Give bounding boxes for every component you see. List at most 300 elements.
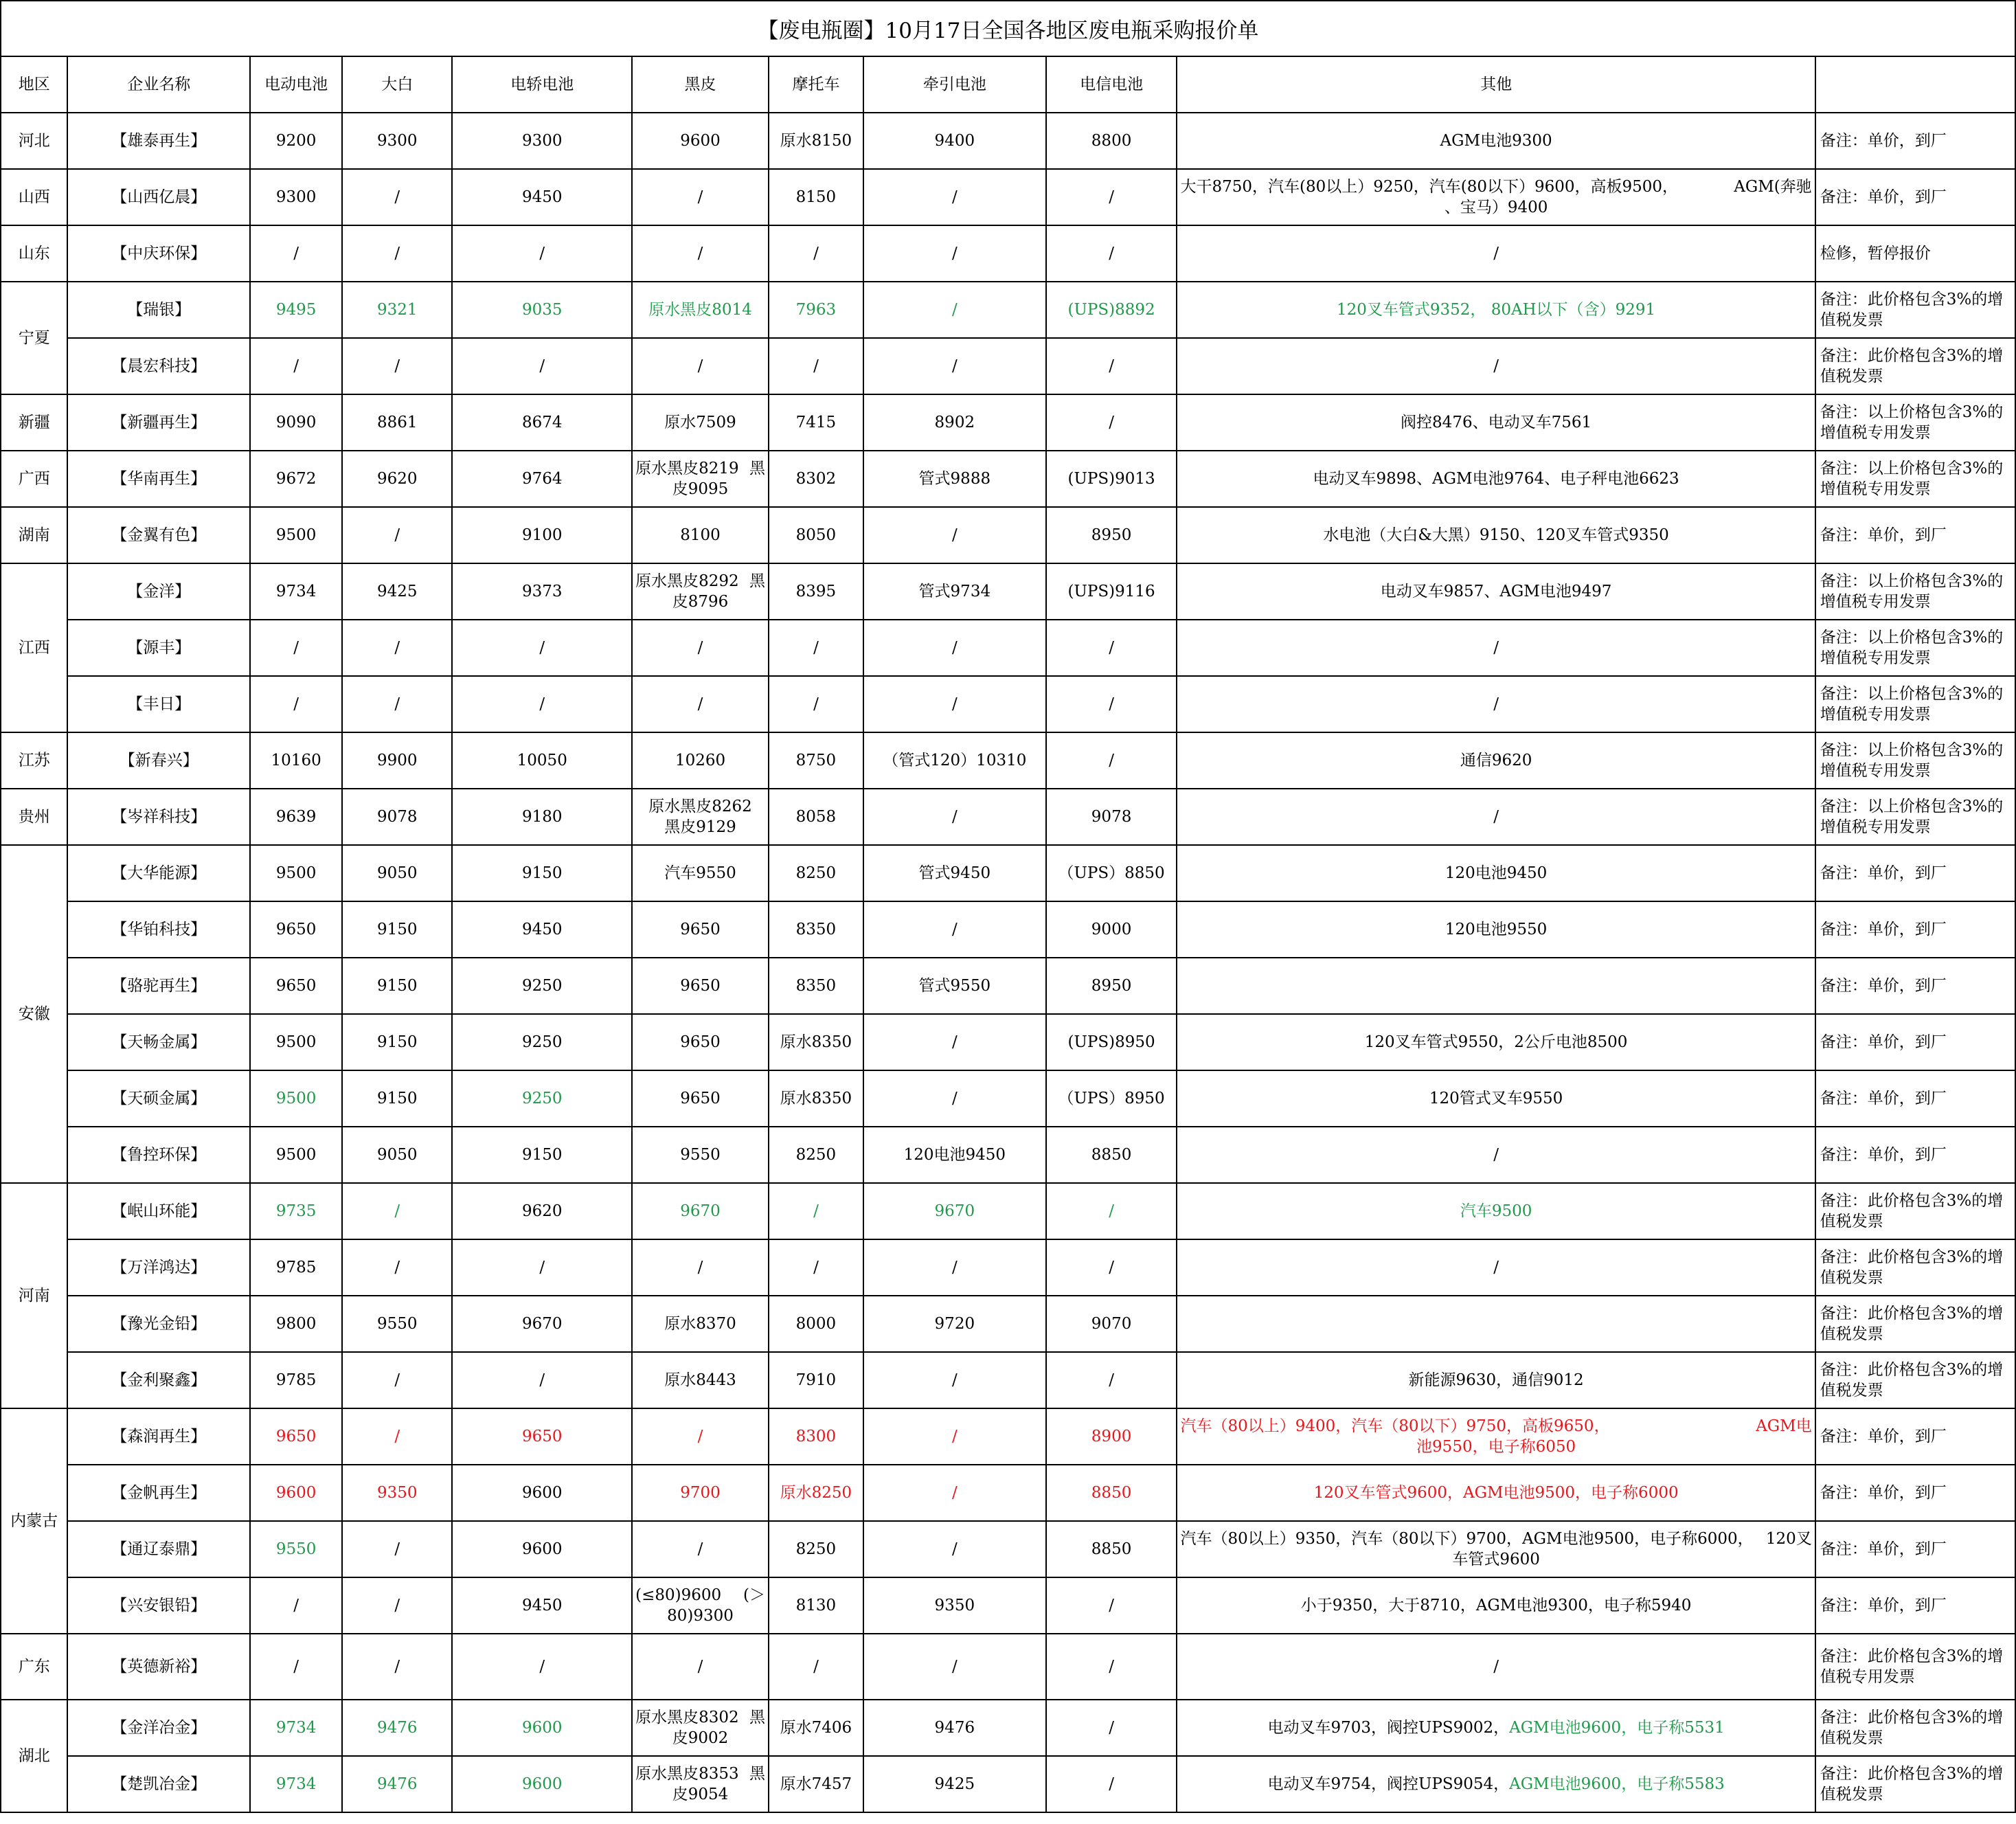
price-cell: 9150 [342, 901, 452, 958]
table-row [1, 1521, 2015, 1577]
company-cell: 【金洋】 [67, 563, 250, 620]
price-part: (＞ [743, 1586, 765, 1604]
other-cell: / [1177, 789, 1815, 845]
note-cell: 备注：单价，到厂 [1815, 1127, 2015, 1183]
price-cell: 9000 [1046, 901, 1177, 958]
price-cell: / [863, 282, 1046, 338]
note-cell: 备注：单价，到厂 [1815, 1014, 2015, 1070]
note-cell: 备注：此价格包含3%的增值税发票 [1815, 1756, 2015, 1812]
company-cell: 【金洋冶金】 [67, 1700, 250, 1756]
price-line-2: 皮9054 [672, 1786, 729, 1803]
price-cell: / [863, 169, 1046, 225]
table-row [1, 1465, 2015, 1521]
price-cell: / [632, 1521, 769, 1577]
price-cell: 9350 [863, 1577, 1046, 1634]
price-cell: / [342, 1521, 452, 1577]
price-cell: 9250 [452, 1070, 632, 1127]
price-cell: / [250, 225, 342, 282]
price-line-1 [635, 1707, 765, 1728]
price-cell: 8950 [1046, 507, 1177, 563]
price-cell: / [452, 676, 632, 732]
company-cell: 【天硕金属】 [67, 1070, 250, 1127]
table-row [1, 1408, 2015, 1465]
price-cell: / [769, 1239, 863, 1296]
company-cell: 【通辽泰鼎】 [67, 1521, 250, 1577]
price-line-1 [635, 1764, 765, 1784]
price-cell: 原水8350 [769, 1070, 863, 1127]
other-cell: / [1177, 1239, 1815, 1296]
table-row [1, 901, 2015, 958]
price-cell: 8150 [769, 169, 863, 225]
header-car: 电轿电池 [452, 56, 632, 113]
note-cell: 备注：以上价格包含3%的增值税专用发票 [1815, 789, 2015, 845]
other-cell: 小于9350，大于8710，AGM电池9300，电子称5940 [1177, 1577, 1815, 1634]
price-cell: 9035 [452, 282, 632, 338]
price-cell: / [632, 620, 769, 676]
price-cell: 9670 [863, 1183, 1046, 1239]
region-cell: 山西 [1, 169, 67, 225]
region-cell: 河南 [1, 1183, 67, 1408]
price-cell: / [1046, 1577, 1177, 1634]
table-row [1, 113, 2015, 169]
price-cell: / [452, 338, 632, 394]
region-cell: 湖北 [1, 1700, 67, 1812]
region-cell: 宁夏 [1, 282, 67, 394]
price-cell: 8850 [1046, 1521, 1177, 1577]
table-row [1, 563, 2015, 620]
price-part: 原水黑皮8353 [635, 1765, 739, 1783]
other-part-green: AGM电池9600，电子称5531 [1509, 1719, 1725, 1737]
price-cell: 9476 [863, 1700, 1046, 1756]
price-cell: / [632, 338, 769, 394]
price-cell: （UPS）8850 [1046, 845, 1177, 901]
price-cell: 9200 [250, 113, 342, 169]
price-cell: 9150 [342, 1070, 452, 1127]
other-cell: 电动叉车9857、AGM电池9497 [1177, 563, 1815, 620]
table-row [1, 732, 2015, 789]
region-cell: 江苏 [1, 732, 67, 789]
price-cell: 管式9450 [863, 845, 1046, 901]
price-cell: 9900 [342, 732, 452, 789]
other-line-1 [1180, 177, 1811, 197]
table-row [1, 338, 2015, 394]
note-cell: 备注：单价，到厂 [1815, 507, 2015, 563]
price-cell: / [1046, 225, 1177, 282]
header-heipi: 黑皮 [632, 56, 769, 113]
price-cell: / [250, 1577, 342, 1634]
note-cell: 备注：单价，到厂 [1815, 1408, 2015, 1465]
price-cell: 10160 [250, 732, 342, 789]
header-moto: 摩托车 [769, 56, 863, 113]
price-cell: 9250 [452, 958, 632, 1014]
price-cell: 8250 [769, 1521, 863, 1577]
price-cell: 9650 [250, 901, 342, 958]
price-cell: / [863, 1352, 1046, 1408]
other-cell: / [1177, 225, 1815, 282]
price-cell: / [452, 620, 632, 676]
price-part: 原水黑皮8302 [635, 1709, 739, 1726]
price-cell: / [1046, 732, 1177, 789]
price-cell: 9300 [250, 169, 342, 225]
price-cell: 9150 [342, 1014, 452, 1070]
price-cell: / [250, 620, 342, 676]
other-cell [1177, 1756, 1815, 1812]
price-cell: 9639 [250, 789, 342, 845]
price-cell: / [863, 1408, 1046, 1465]
price-cell: / [342, 1183, 452, 1239]
other-line-1 [1180, 1529, 1811, 1549]
price-cell: / [342, 1352, 452, 1408]
price-cell: 8350 [769, 958, 863, 1014]
price-cell: 9500 [250, 845, 342, 901]
other-part: AGM(奔驰 [1734, 178, 1812, 196]
header-note [1815, 56, 2015, 113]
company-cell: 【晨宏科技】 [67, 338, 250, 394]
table-row [1, 1183, 2015, 1239]
price-line-1: 原水黑皮8262 [648, 798, 752, 815]
note-cell: 备注：单价，到厂 [1815, 901, 2015, 958]
price-cell: 8050 [769, 507, 863, 563]
other-cell: 电动叉车9898、AGM电池9764、电子秤电池6623 [1177, 451, 1815, 507]
price-cell: 9700 [632, 1465, 769, 1521]
price-cell: 9476 [342, 1756, 452, 1812]
price-cell: 8058 [769, 789, 863, 845]
other-cell [1177, 958, 1815, 1014]
other-part: 电动叉车9754，阀控UPS9054， [1267, 1775, 1510, 1793]
price-cell: / [863, 225, 1046, 282]
price-cell [632, 789, 769, 845]
price-line-2: 皮8796 [672, 593, 729, 611]
price-cell: 9373 [452, 563, 632, 620]
header-telecom: 电信电池 [1046, 56, 1177, 113]
price-cell: 8861 [342, 394, 452, 451]
price-part: 黑 [749, 1709, 765, 1726]
price-cell: 8850 [1046, 1465, 1177, 1521]
price-line-1 [635, 1585, 765, 1606]
price-cell: 8250 [769, 1127, 863, 1183]
note-cell: 备注：单价，到厂 [1815, 1521, 2015, 1577]
note-cell: 备注：以上价格包含3%的增值税专用发票 [1815, 394, 2015, 451]
price-cell: 8300 [769, 1408, 863, 1465]
price-cell: / [863, 1521, 1046, 1577]
table-row [1, 1577, 2015, 1634]
price-part: (≤80)9600 [635, 1586, 722, 1604]
other-part: AGM电 [1756, 1417, 1812, 1435]
price-cell: 9300 [452, 113, 632, 169]
region-cell: 安徽 [1, 845, 67, 1183]
price-cell: 9785 [250, 1239, 342, 1296]
price-cell: / [769, 620, 863, 676]
price-cell: 10050 [452, 732, 632, 789]
region-cell: 河北 [1, 113, 67, 169]
price-cell: 9500 [250, 1070, 342, 1127]
company-cell: 【楚凯冶金】 [67, 1756, 250, 1812]
price-cell: 8000 [769, 1296, 863, 1352]
price-cell: 原水8150 [769, 113, 863, 169]
price-cell: / [769, 1634, 863, 1700]
other-cell [1177, 1521, 1815, 1577]
other-cell: AGM电池9300 [1177, 113, 1815, 169]
note-cell: 备注：单价，到厂 [1815, 1465, 2015, 1521]
price-cell: 9180 [452, 789, 632, 845]
price-cell: 9150 [452, 845, 632, 901]
header-traction: 牵引电池 [863, 56, 1046, 113]
company-cell: 【瑞银】 [67, 282, 250, 338]
price-cell: / [863, 338, 1046, 394]
price-cell: 8750 [769, 732, 863, 789]
price-cell: 8850 [1046, 1127, 1177, 1183]
note-cell: 备注：此价格包含3%的增值税专用发票 [1815, 1634, 2015, 1700]
price-cell: 9450 [452, 169, 632, 225]
note-cell: 备注：以上价格包含3%的增值税专用发票 [1815, 563, 2015, 620]
price-cell: 9350 [342, 1465, 452, 1521]
price-cell: 9050 [342, 1127, 452, 1183]
price-cell: 8800 [1046, 113, 1177, 169]
price-cell: / [250, 676, 342, 732]
company-cell: 【大华能源】 [67, 845, 250, 901]
other-line-1 [1180, 1416, 1811, 1437]
header-ebike: 电动电池 [250, 56, 342, 113]
price-cell: 原水黑皮8014 [632, 282, 769, 338]
price-cell: / [863, 620, 1046, 676]
note-cell: 备注：单价，到厂 [1815, 958, 2015, 1014]
price-cell: 9735 [250, 1183, 342, 1239]
table-row [1, 169, 2015, 225]
price-cell: 7415 [769, 394, 863, 451]
price-cell: (UPS)9013 [1046, 451, 1177, 507]
price-cell: / [1046, 620, 1177, 676]
price-cell: 8250 [769, 845, 863, 901]
price-part: 黑 [749, 572, 765, 590]
company-cell: 【兴安银铅】 [67, 1577, 250, 1634]
price-cell [632, 1756, 769, 1812]
price-cell: 9425 [342, 563, 452, 620]
price-cell: 9500 [250, 1127, 342, 1183]
other-cell: / [1177, 620, 1815, 676]
price-part: 原水黑皮8292 [635, 572, 739, 590]
price-cell: (UPS)8892 [1046, 282, 1177, 338]
note-cell: 备注：以上价格包含3%的增值税专用发票 [1815, 732, 2015, 789]
price-cell: 原水7406 [769, 1700, 863, 1756]
other-line-2: 车管式9600 [1452, 1551, 1540, 1568]
price-cell: / [863, 789, 1046, 845]
price-cell: 9620 [342, 451, 452, 507]
price-cell: / [632, 1239, 769, 1296]
price-cell: 10260 [632, 732, 769, 789]
price-part: 黑 [749, 460, 765, 477]
price-cell: 9650 [452, 1408, 632, 1465]
price-cell: 8130 [769, 1577, 863, 1634]
price-cell: 管式9888 [863, 451, 1046, 507]
region-cell: 广西 [1, 451, 67, 507]
price-cell: 汽车9550 [632, 845, 769, 901]
note-cell: 备注：单价，到厂 [1815, 1070, 2015, 1127]
price-cell: 9250 [452, 1014, 632, 1070]
other-part: 大干8750，汽车(80以上）9250，汽车(80以下）9600，高板9500， [1180, 178, 1679, 196]
other-cell: 120叉车管式9600，AGM电池9500，电子称6000 [1177, 1465, 1815, 1521]
header-row [1, 56, 2015, 113]
price-cell: / [452, 1239, 632, 1296]
company-cell: 【山西亿晨】 [67, 169, 250, 225]
price-cell: 9600 [452, 1700, 632, 1756]
company-cell: 【丰日】 [67, 676, 250, 732]
price-cell: 9650 [632, 1014, 769, 1070]
price-cell: 9495 [250, 282, 342, 338]
company-cell: 【金利聚鑫】 [67, 1352, 250, 1408]
price-cell: 9764 [452, 451, 632, 507]
table-row [1, 1756, 2015, 1812]
price-cell: 9600 [452, 1756, 632, 1812]
price-cell: / [863, 676, 1046, 732]
price-line-2: 皮9095 [672, 480, 729, 498]
company-cell: 【金帆再生】 [67, 1465, 250, 1521]
price-cell: 9550 [632, 1127, 769, 1183]
price-cell: / [632, 169, 769, 225]
other-cell: / [1177, 338, 1815, 394]
note-cell: 备注：以上价格包含3%的增值税专用发票 [1815, 451, 2015, 507]
region-cell: 广东 [1, 1634, 67, 1700]
price-cell: 9600 [452, 1465, 632, 1521]
price-cell [632, 451, 769, 507]
note-cell: 备注：以上价格包含3%的增值税专用发票 [1815, 620, 2015, 676]
price-cell: / [769, 338, 863, 394]
region-cell: 山东 [1, 225, 67, 282]
note-cell: 检修，暂停报价 [1815, 225, 2015, 282]
table-row [1, 1700, 2015, 1756]
price-cell: (UPS)9116 [1046, 563, 1177, 620]
price-cell: / [250, 338, 342, 394]
price-cell: / [1046, 169, 1177, 225]
other-cell: 汽车9500 [1177, 1183, 1815, 1239]
note-cell: 备注：此价格包含3%的增值税发票 [1815, 1183, 2015, 1239]
price-cell: 9650 [632, 958, 769, 1014]
price-cell: 原水8250 [769, 1465, 863, 1521]
company-cell: 【豫光金铅】 [67, 1296, 250, 1352]
price-cell: 9720 [863, 1296, 1046, 1352]
price-cell: 9078 [1046, 789, 1177, 845]
other-part: 120叉 [1765, 1530, 1812, 1548]
price-cell: 9300 [342, 113, 452, 169]
other-cell: 新能源9630，通信9012 [1177, 1352, 1815, 1408]
price-cell: 8302 [769, 451, 863, 507]
company-cell: 【岑祥科技】 [67, 789, 250, 845]
price-part: 黑 [749, 1765, 765, 1783]
price-cell: 7963 [769, 282, 863, 338]
company-cell: 【新疆再生】 [67, 394, 250, 451]
price-cell: / [863, 901, 1046, 958]
price-cell: / [250, 1634, 342, 1700]
company-cell: 【源丰】 [67, 620, 250, 676]
table-row [1, 451, 2015, 507]
note-cell: 备注：此价格包含3%的增值税发票 [1815, 1352, 2015, 1408]
header-company: 企业名称 [67, 56, 250, 113]
note-cell: 备注：此价格包含3%的增值税发票 [1815, 1296, 2015, 1352]
price-part: 原水黑皮8219 [635, 460, 739, 477]
price-cell: / [1046, 394, 1177, 451]
table-row [1, 282, 2015, 338]
note-cell: 备注：此价格包含3%的增值税发票 [1815, 338, 2015, 394]
price-cell: 9734 [250, 1756, 342, 1812]
price-cell: / [769, 1183, 863, 1239]
price-cell: 9734 [250, 1700, 342, 1756]
price-cell: 9670 [632, 1183, 769, 1239]
other-cell: / [1177, 1634, 1815, 1700]
other-line-2: 池9550，电子称6050 [1416, 1438, 1576, 1456]
table-row [1, 958, 2015, 1014]
price-cell: 9670 [452, 1296, 632, 1352]
price-cell: 9600 [632, 113, 769, 169]
price-cell [632, 1700, 769, 1756]
other-line-2: 、宝马）9400 [1444, 199, 1548, 216]
other-cell: 120管式叉车9550 [1177, 1070, 1815, 1127]
company-cell: 【雄泰再生】 [67, 113, 250, 169]
price-cell: / [863, 507, 1046, 563]
price-cell: / [342, 169, 452, 225]
price-cell: 9650 [250, 1408, 342, 1465]
price-cell: / [452, 225, 632, 282]
price-cell: / [342, 1239, 452, 1296]
price-cell: / [342, 225, 452, 282]
price-cell: （管式120）10310 [863, 732, 1046, 789]
company-cell: 【华南再生】 [67, 451, 250, 507]
price-cell: / [769, 676, 863, 732]
price-cell: 9450 [452, 901, 632, 958]
price-cell: / [342, 507, 452, 563]
table-row [1, 789, 2015, 845]
price-cell: 9550 [342, 1296, 452, 1352]
price-cell: / [1046, 1183, 1177, 1239]
other-cell: 120叉车管式9550，2公斤电池8500 [1177, 1014, 1815, 1070]
other-cell: 水电池（大白&大黑）9150、120叉车管式9350 [1177, 507, 1815, 563]
price-cell: / [342, 1408, 452, 1465]
table-row [1, 1070, 2015, 1127]
company-cell: 【新春兴】 [67, 732, 250, 789]
other-cell: / [1177, 676, 1815, 732]
other-part: 汽车（80以上）9350，汽车（80以下）9700，AGM电池9500，电子称6000， [1180, 1530, 1754, 1548]
price-cell: 原水8443 [632, 1352, 769, 1408]
price-line-1 [635, 458, 765, 479]
note-cell: 备注：此价格包含3%的增值税发票 [1815, 1239, 2015, 1296]
price-cell: 9672 [250, 451, 342, 507]
note-cell: 备注：此价格包含3%的增值税发票 [1815, 282, 2015, 338]
price-cell: 8395 [769, 563, 863, 620]
price-cell: 9620 [452, 1183, 632, 1239]
price-cell: 9425 [863, 1756, 1046, 1812]
region-cell: 内蒙古 [1, 1408, 67, 1634]
price-cell: / [342, 620, 452, 676]
price-cell: 9100 [452, 507, 632, 563]
price-cell: 9090 [250, 394, 342, 451]
company-cell: 【英德新裕】 [67, 1634, 250, 1700]
other-part-green: AGM电池9600，电子称5583 [1509, 1775, 1725, 1793]
company-cell: 【天畅金属】 [67, 1014, 250, 1070]
other-cell [1177, 1408, 1815, 1465]
price-cell: 管式9550 [863, 958, 1046, 1014]
price-cell: / [342, 1577, 452, 1634]
price-line-2: 黑皮9129 [664, 818, 736, 836]
table-row [1, 1352, 2015, 1408]
table-row [1, 1296, 2015, 1352]
table-row [1, 845, 2015, 901]
price-cell: 9150 [452, 1127, 632, 1183]
note-cell: 备注：单价，到厂 [1815, 169, 2015, 225]
price-cell: 9650 [632, 1070, 769, 1127]
price-cell: 9800 [250, 1296, 342, 1352]
price-cell: 9600 [452, 1521, 632, 1577]
price-cell: 8902 [863, 394, 1046, 451]
header-other: 其他 [1177, 56, 1815, 113]
price-cell: 9650 [632, 901, 769, 958]
